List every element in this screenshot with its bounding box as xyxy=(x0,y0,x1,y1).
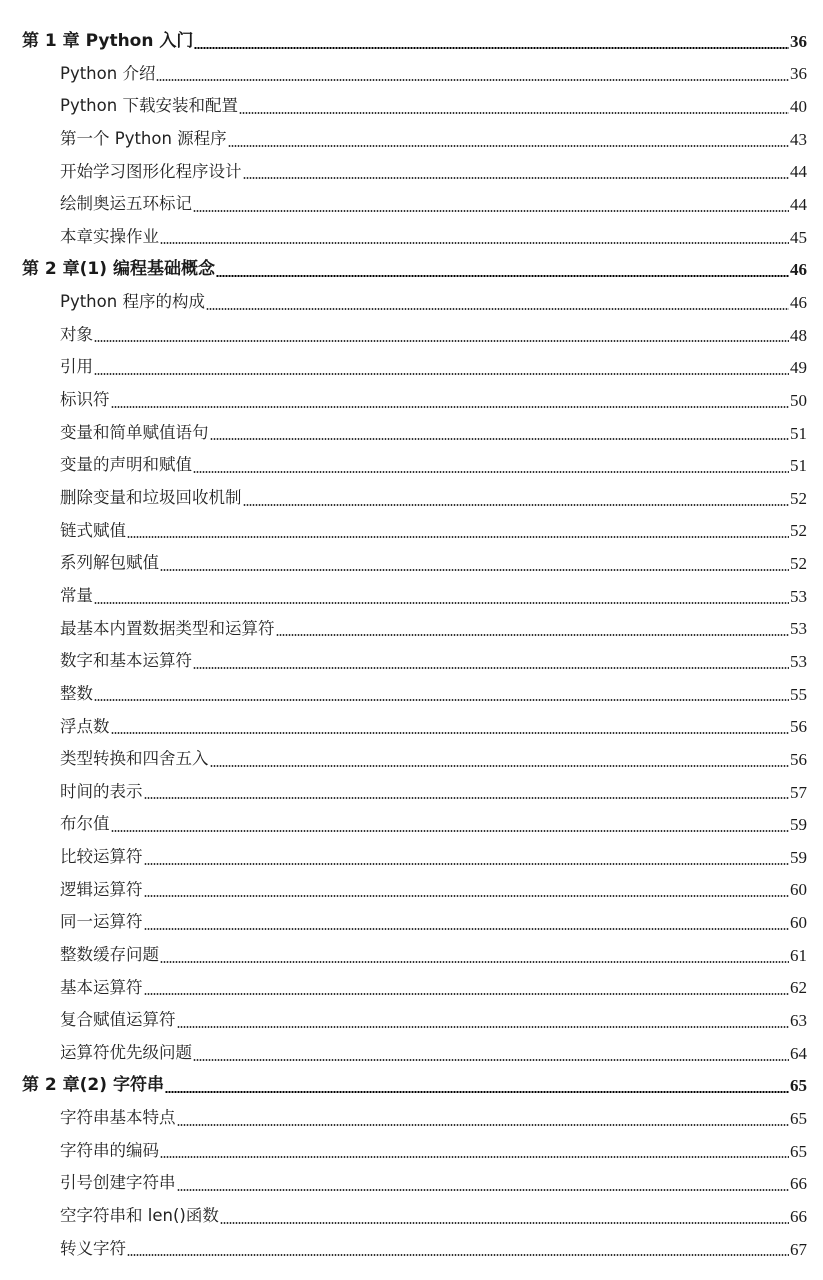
toc-section-entry[interactable] xyxy=(0,417,823,450)
toc-chapter-entry[interactable] xyxy=(0,1070,823,1103)
dot-leader xyxy=(193,667,789,669)
dot-leader xyxy=(111,830,790,832)
dot-leader xyxy=(276,634,790,636)
page-number: 46 xyxy=(790,260,807,280)
page-number: 60 xyxy=(790,913,807,933)
page-number: 45 xyxy=(790,227,807,247)
toc-section-entry[interactable] xyxy=(0,384,823,417)
page-number: 56 xyxy=(790,717,807,737)
dot-leader xyxy=(94,602,789,604)
toc-section-entry[interactable] xyxy=(0,123,823,156)
page-number: 43 xyxy=(790,129,807,149)
section-title: 系列解包赋值 xyxy=(60,553,159,573)
dot-leader xyxy=(177,1189,790,1191)
page-number: 53 xyxy=(790,651,807,671)
section-title: 复合赋值运算符 xyxy=(60,1010,176,1030)
toc-section-entry[interactable] xyxy=(0,645,823,678)
page-number: 67 xyxy=(790,1239,807,1259)
chapter-title: 第 1 章 Python 入门 xyxy=(22,30,194,51)
toc-section-entry[interactable] xyxy=(0,156,823,189)
dot-leader xyxy=(239,112,789,114)
dot-leader xyxy=(193,1059,789,1061)
section-title: 时间的表示 xyxy=(60,781,143,801)
section-title: 引号创建字符串 xyxy=(60,1173,176,1193)
dot-leader xyxy=(156,79,789,81)
toc-section-entry[interactable] xyxy=(0,906,823,939)
section-title: 绘制奥运五环标记 xyxy=(60,194,192,214)
section-title: 逻辑运算符 xyxy=(60,879,143,899)
page-number: 60 xyxy=(790,880,807,900)
toc-section-entry[interactable] xyxy=(0,90,823,123)
dot-leader xyxy=(144,928,790,930)
dot-leader xyxy=(177,1026,790,1028)
section-title: 标识符 xyxy=(60,390,110,410)
page-number: 46 xyxy=(790,292,807,312)
table-of-contents xyxy=(0,25,823,1265)
dot-leader xyxy=(111,732,790,734)
toc-section-entry[interactable] xyxy=(0,613,823,646)
section-title: 变量和简单赋值语句 xyxy=(60,422,209,442)
dot-leader xyxy=(111,406,790,408)
dot-leader xyxy=(144,863,790,865)
section-title: 引用 xyxy=(60,357,93,377)
toc-section-entry[interactable] xyxy=(0,580,823,613)
dot-leader xyxy=(160,242,789,244)
toc-section-entry[interactable] xyxy=(0,972,823,1005)
toc-section-entry[interactable] xyxy=(0,188,823,221)
section-title: 比较运算符 xyxy=(60,847,143,867)
page-number: 63 xyxy=(790,1011,807,1031)
dot-leader xyxy=(165,1091,789,1093)
section-title: 同一运算符 xyxy=(60,912,143,932)
dot-leader xyxy=(210,438,790,440)
dot-leader xyxy=(160,961,789,963)
toc-section-entry[interactable] xyxy=(0,1037,823,1070)
section-title: 空字符串和 len()函数 xyxy=(60,1206,219,1226)
page-number: 53 xyxy=(790,586,807,606)
section-title: 运算符优先级问题 xyxy=(60,1042,192,1062)
section-title: Python 介绍 xyxy=(60,63,156,83)
toc-section-entry[interactable] xyxy=(0,678,823,711)
page-number: 55 xyxy=(790,684,807,704)
section-title: 删除变量和垃圾回收机制 xyxy=(60,488,242,508)
page-number: 36 xyxy=(790,31,807,51)
toc-section-entry[interactable] xyxy=(0,351,823,384)
section-title: 基本运算符 xyxy=(60,977,143,997)
page-number: 44 xyxy=(790,195,807,215)
toc-section-entry[interactable] xyxy=(0,286,823,319)
dot-leader xyxy=(194,47,789,49)
page-number: 66 xyxy=(790,1174,807,1194)
section-title: 链式赋值 xyxy=(60,520,126,540)
dot-leader xyxy=(193,471,789,473)
page-number: 65 xyxy=(790,1076,807,1096)
page-number: 50 xyxy=(790,390,807,410)
toc-section-entry[interactable] xyxy=(0,710,823,743)
page-number: 52 xyxy=(790,488,807,508)
section-title: 类型转换和四舍五入 xyxy=(60,749,209,769)
toc-section-entry[interactable] xyxy=(0,1004,823,1037)
toc-section-entry[interactable] xyxy=(0,874,823,907)
dot-leader xyxy=(243,504,790,506)
page-number: 62 xyxy=(790,978,807,998)
toc-section-entry[interactable] xyxy=(0,449,823,482)
page-number: 59 xyxy=(790,847,807,867)
dot-leader xyxy=(206,308,789,310)
dot-leader xyxy=(127,536,789,538)
toc-section-entry[interactable] xyxy=(0,1102,823,1135)
toc-section-entry[interactable] xyxy=(0,743,823,776)
section-title: 变量的声明和赋值 xyxy=(60,455,192,475)
page-number: 56 xyxy=(790,749,807,769)
page-number: 52 xyxy=(790,521,807,541)
page-number: 40 xyxy=(790,97,807,117)
dot-leader xyxy=(228,145,789,147)
toc-section-entry[interactable] xyxy=(0,808,823,841)
page-number: 52 xyxy=(790,554,807,574)
toc-section-entry[interactable] xyxy=(0,1233,823,1266)
page-number: 61 xyxy=(790,945,807,965)
toc-chapter-entry[interactable] xyxy=(0,25,823,58)
dot-leader xyxy=(160,569,789,571)
page-number: 53 xyxy=(790,619,807,639)
toc-section-entry[interactable] xyxy=(0,547,823,580)
toc-section-entry[interactable] xyxy=(0,319,823,352)
page-number: 49 xyxy=(790,358,807,378)
section-title: 常量 xyxy=(60,585,93,605)
page-number: 51 xyxy=(790,423,807,443)
page-number: 65 xyxy=(790,1108,807,1128)
page-number: 44 xyxy=(790,162,807,182)
page-number: 66 xyxy=(790,1206,807,1226)
toc-section-entry[interactable] xyxy=(0,515,823,548)
dot-leader xyxy=(216,275,789,277)
section-title: 转义字符 xyxy=(60,1238,126,1258)
page-number: 64 xyxy=(790,1043,807,1063)
dot-leader xyxy=(127,1254,789,1256)
section-title: 本章实操作业 xyxy=(60,226,159,246)
dot-leader xyxy=(144,797,790,799)
dot-leader xyxy=(210,765,790,767)
toc-chapter-entry[interactable] xyxy=(0,253,823,286)
chapter-title: 第 2 章(2) 字符串 xyxy=(22,1075,164,1096)
toc-section-entry[interactable] xyxy=(0,841,823,874)
toc-section-entry[interactable] xyxy=(0,1167,823,1200)
toc-section-entry[interactable] xyxy=(0,1135,823,1168)
toc-section-entry[interactable] xyxy=(0,776,823,809)
page-number: 36 xyxy=(790,64,807,84)
section-title: 字符串的编码 xyxy=(60,1140,159,1160)
section-title: 最基本内置数据类型和运算符 xyxy=(60,618,275,638)
page-number: 48 xyxy=(790,325,807,345)
toc-section-entry[interactable] xyxy=(0,58,823,91)
dot-leader xyxy=(94,340,789,342)
section-title: 第一个 Python 源程序 xyxy=(60,128,227,148)
section-title: Python 程序的构成 xyxy=(60,292,205,312)
section-title: 开始学习图形化程序设计 xyxy=(60,161,242,181)
toc-section-entry[interactable] xyxy=(0,1200,823,1233)
dot-leader xyxy=(144,993,790,995)
dot-leader xyxy=(177,1124,790,1126)
toc-section-entry[interactable] xyxy=(0,939,823,972)
dot-leader xyxy=(94,699,789,701)
section-title: 整数缓存问题 xyxy=(60,945,159,964)
page-number: 65 xyxy=(790,1141,807,1161)
page-number: 59 xyxy=(790,815,807,835)
section-title: 浮点数 xyxy=(60,716,110,736)
section-title: 数字和基本运算符 xyxy=(60,651,192,671)
section-title: 对象 xyxy=(60,324,93,344)
dot-leader xyxy=(94,373,789,375)
toc-section-entry[interactable] xyxy=(0,482,823,515)
section-title: Python 下载安装和配置 xyxy=(60,96,238,116)
chapter-title: 第 2 章(1) 编程基础概念 xyxy=(22,259,215,280)
section-title: 布尔值 xyxy=(60,814,110,834)
section-title: 整数 xyxy=(60,683,93,703)
dot-leader xyxy=(160,1156,789,1158)
page-number: 51 xyxy=(790,456,807,476)
dot-leader xyxy=(144,895,790,897)
page-number: 57 xyxy=(790,782,807,802)
dot-leader xyxy=(220,1222,789,1224)
section-title: 字符串基本特点 xyxy=(60,1108,176,1128)
toc-section-entry[interactable] xyxy=(0,221,823,254)
dot-leader xyxy=(193,210,789,212)
dot-leader xyxy=(243,177,790,179)
